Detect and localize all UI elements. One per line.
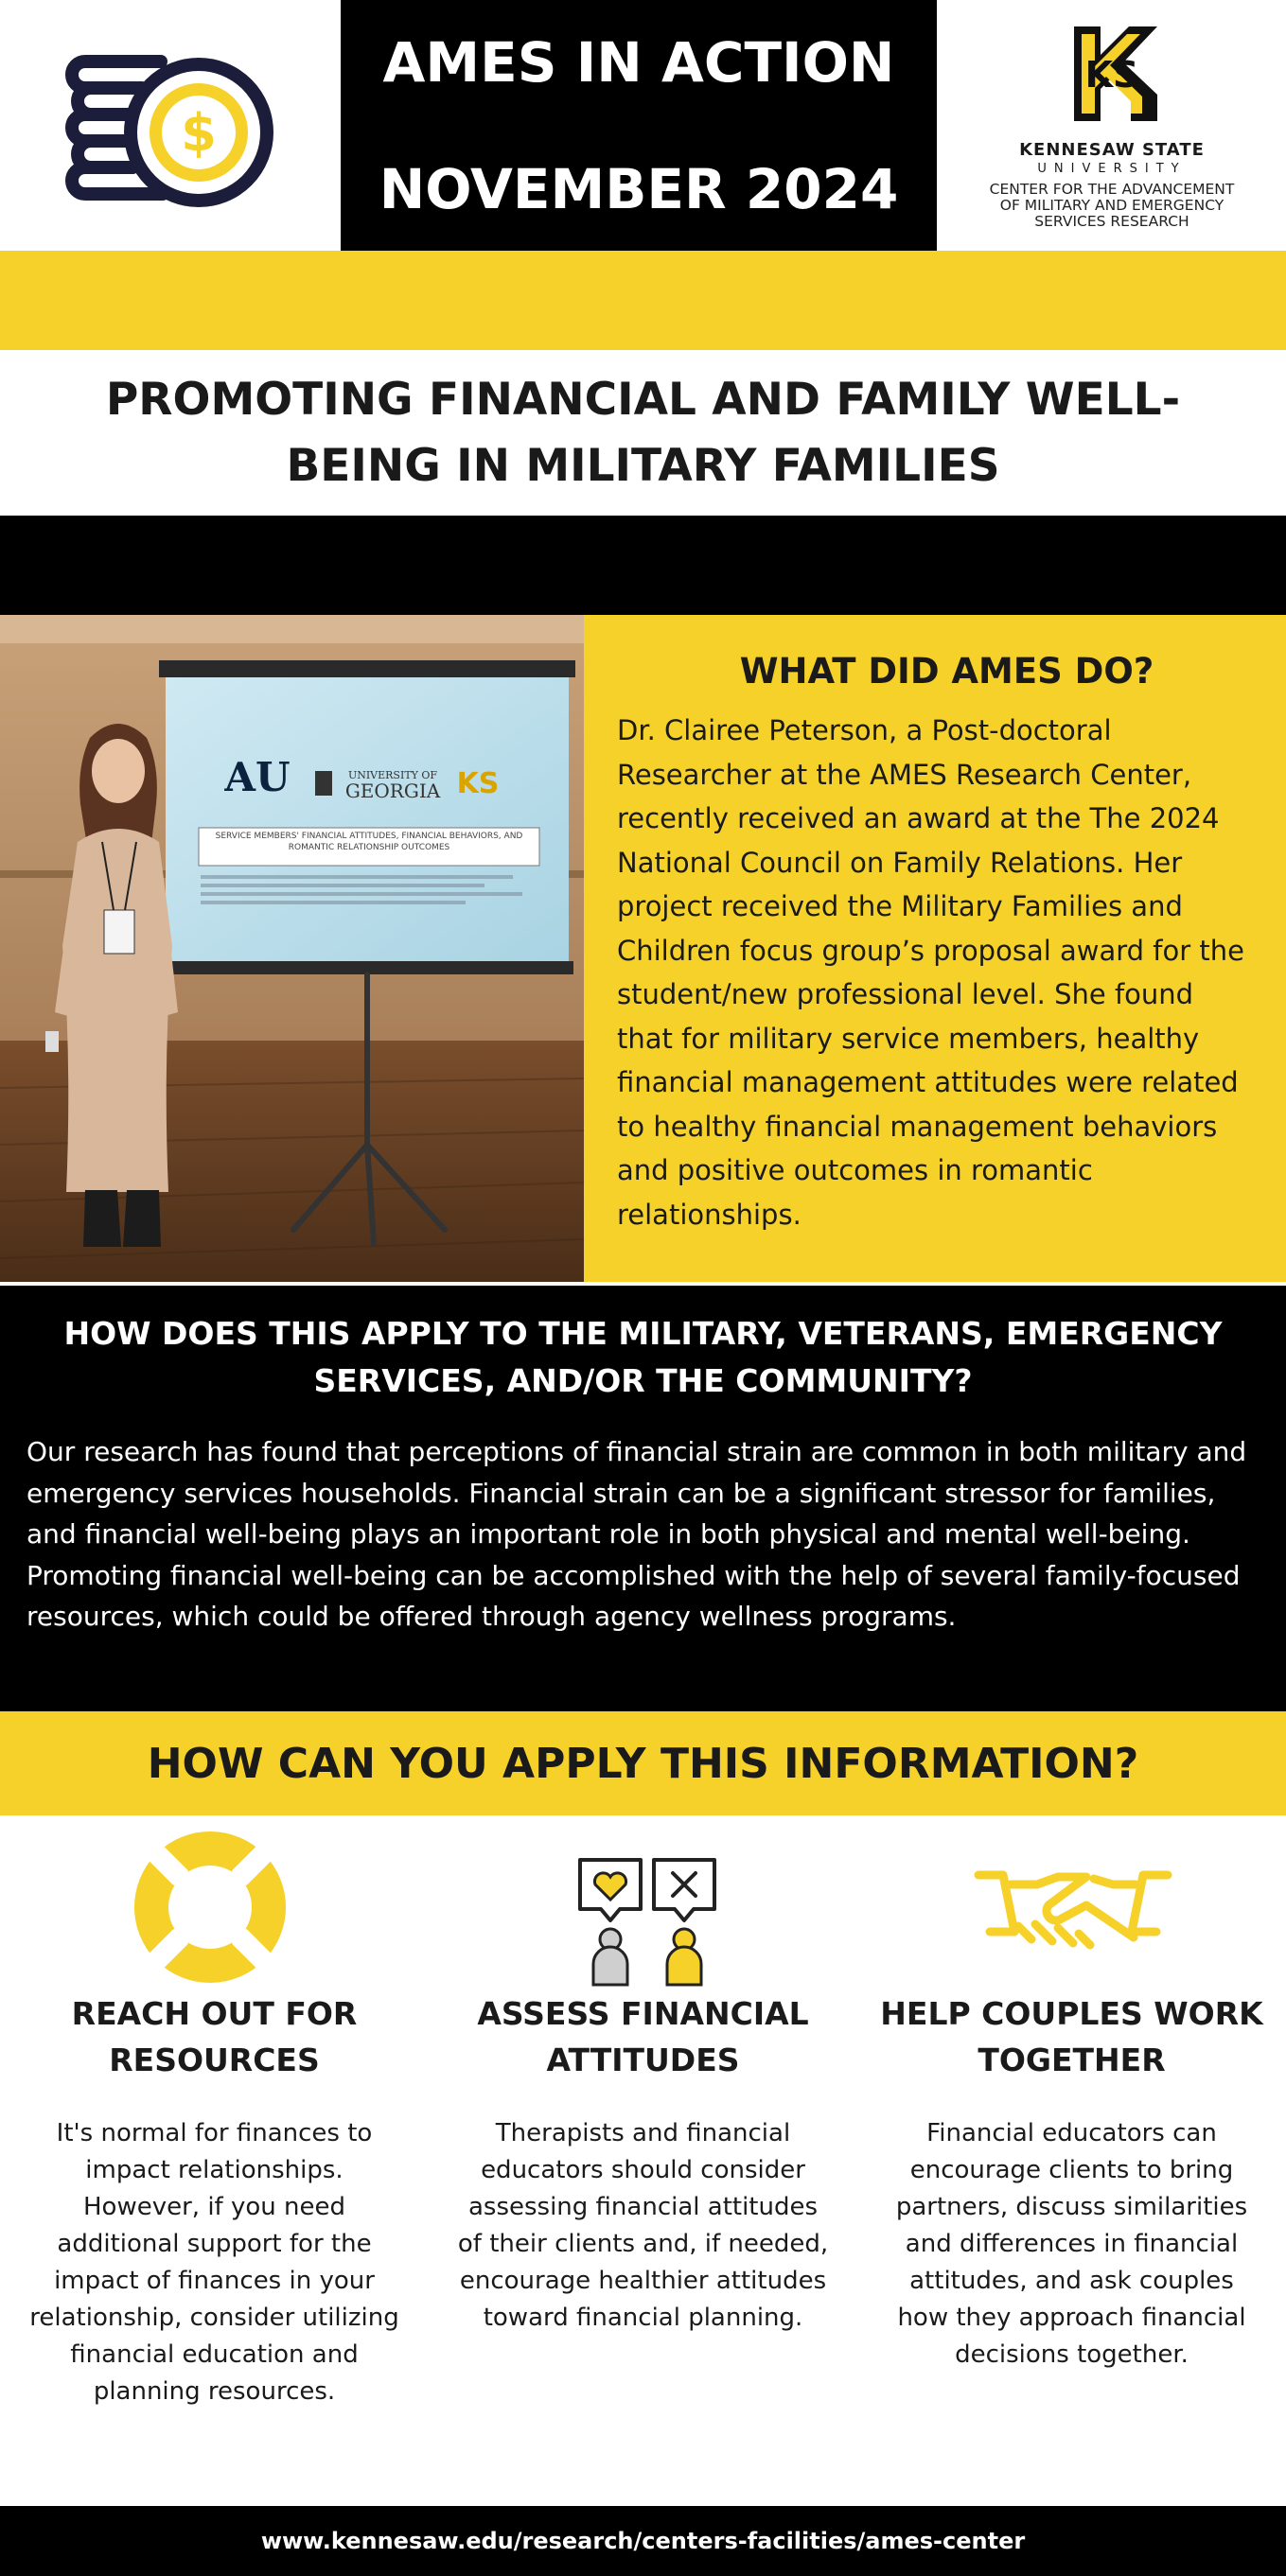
svg-text:GEORGIA: GEORGIA [344,780,441,802]
how-heading: HOW CAN YOU APPLY THIS INFORMATION? [147,1739,1139,1788]
ksu-logo [951,17,1273,235]
svg-text:AU: AU [224,754,291,800]
column-resources [0,1815,429,2506]
what-section [584,615,1286,1282]
footer-url[interactable]: www.kennesaw.edu/research/centers-facilities/ames-center [260,2528,1026,2554]
title-block [341,0,937,251]
what-heading: WHAT DID AMES DO? [739,651,1154,692]
svg-text:UNIVERSITY OF: UNIVERSITY OF [347,769,438,781]
award-photo: AU UNIVERSITY OF GEORGIA KS SERVICE MEMBERS' FINANCIAL ATTITUDES, FINANCIAL BEHAVIORS, AND ROMANTIC RELATIONSHIP OUTCOMES [0,615,584,1282]
column-couples [857,1815,1286,2506]
how-band [0,1711,1286,1815]
center-name: CENTER FOR THE ADVANCEMENT OF MILITARY AND EMERGENCY SERVICES RESEARCH [989,181,1235,230]
column-body: It's normal for finances to impact relationships. However, if you need additional support for the impact of finances in your relationship, consider utilizing financial education and planning resources. [29,2119,399,2406]
ksu-mark-icon [1055,17,1169,131]
header [0,0,1286,251]
apply-body: Our research has found that perceptions of financial strain are common in both military and emergency services households. Financial strain can be a significant stressor for families, and financial well-being plays an important role in both physical and mental well-being. Promoting financial well-being can be accomplished with the help of several family-focused resources, which could be offered through agency wellness programs. [26,1436,1247,1632]
column-title: ASSESS FINANCIAL ATTITUDES [477,1995,809,2078]
column-title: HELP COUPLES WORK TOGETHER [880,1995,1263,2078]
university-name: KENNESAW STATE [1019,140,1205,160]
title-line-1: AMES IN ACTION [382,29,895,95]
life-ring-icon [0,1815,429,1990]
yellow-divider [0,251,1286,350]
apply-section [0,1286,1286,1711]
coin-stack-icon [57,43,284,222]
column-title: REACH OUT FOR RESOURCES [71,1995,358,2078]
svg-text:KS: KS [1084,54,1139,96]
what-body: Dr. Clairee Peterson, a Post-doctoral Researcher at the AMES Research Center, recently received an award at the The 2024 National Council on Family Relations. Her project received the Military Families and Children focus group’s proposal award for the student/new professional level. She found that for military service members, healthy financial management attitudes were related to healthy financial management behaviors and positive outcomes in romantic relationships. [617,714,1244,1231]
svg-text:$: $ [181,103,217,163]
black-divider [0,516,1286,615]
title-line-2: NOVEMBER 2024 [379,156,899,221]
handshake-icon [857,1815,1286,1990]
svg-text:KS: KS [456,767,500,800]
main-title-section [0,350,1286,516]
column-body: Therapists and financial educators should consider assessing financial attitudes of their clients and, if needed, encourage healthier attitudes toward financial planning. [457,2119,829,2332]
column-assess [429,1815,857,2506]
university-sub: UNIVERSITY [1037,162,1187,176]
page-title: PROMOTING FINANCIAL AND FAMILY WELL-BEING IN MILITARY FAMILIES [105,373,1181,492]
apply-heading: HOW DOES THIS APPLY TO THE MILITARY, VETERANS, EMERGENCY SERVICES, AND/OR THE COMMUNITY? [63,1315,1223,1399]
assess-people-icon [429,1815,857,1990]
column-body: Financial educators can encourage clients to bring partners, discuss similarities and differences in financial attitudes, and ask couples how they approach financial decisions together. [895,2119,1248,2369]
footer [0,2506,1286,2576]
